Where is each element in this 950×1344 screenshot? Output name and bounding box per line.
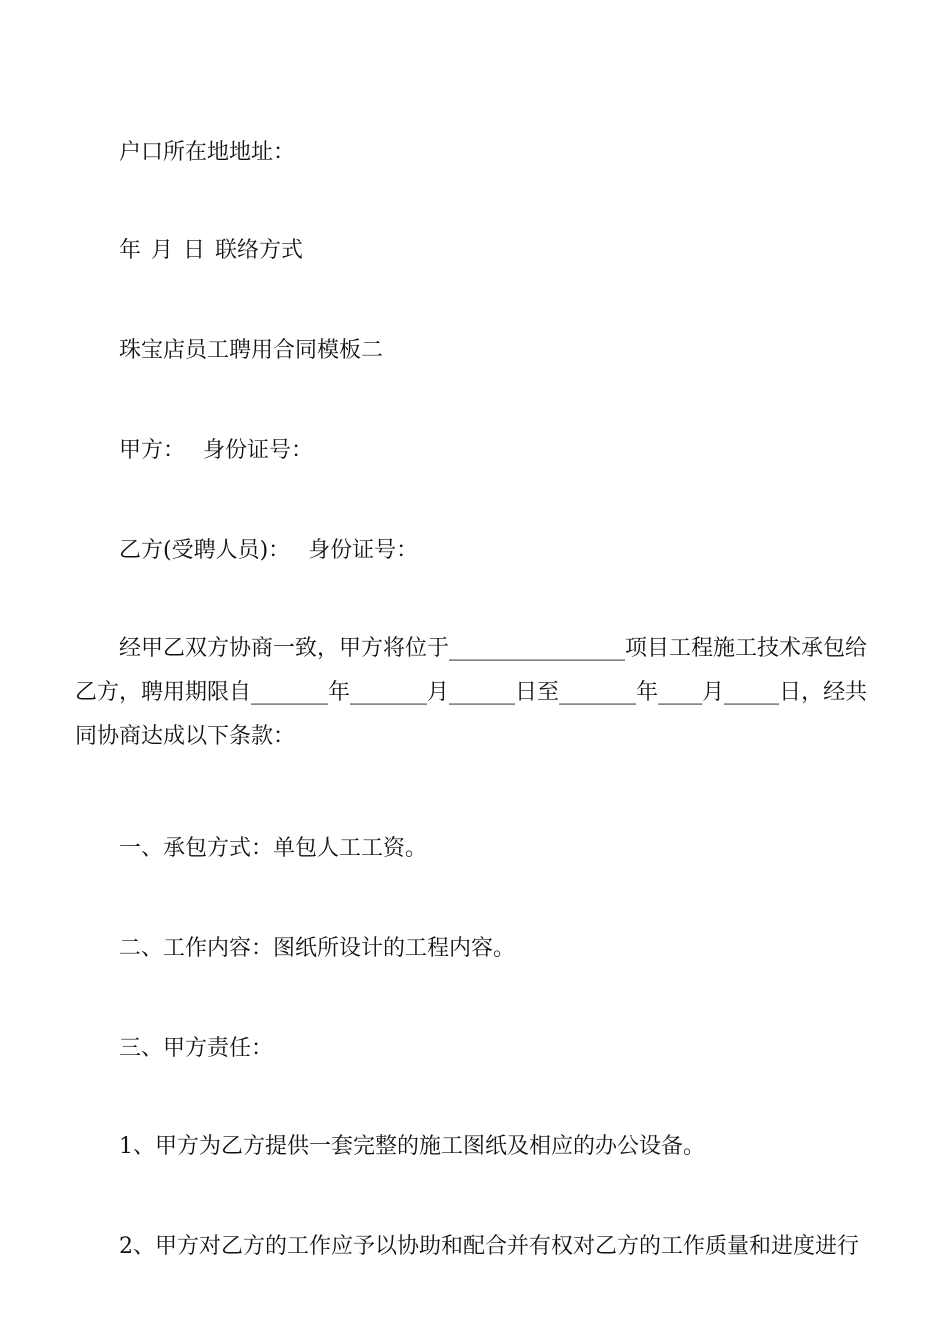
clause-3-item-1 xyxy=(75,1125,880,1169)
party-a-id-label: 身份证号： xyxy=(203,438,314,463)
intro-text-6: 年 xyxy=(636,680,659,705)
clause-3-text: 三、甲方责任： xyxy=(119,1036,274,1061)
intro-text-5: 日至 xyxy=(515,680,560,705)
intro-text-4: 月 xyxy=(427,680,450,705)
hukou-address-line xyxy=(75,131,880,175)
start-day-blank: ______ xyxy=(449,680,516,705)
intro-text-3: 年 xyxy=(328,680,351,705)
hukou-address-label: 户口所在地地址： xyxy=(119,140,296,165)
intro-text-7: 月 xyxy=(702,680,725,705)
party-b-id-label: 身份证号： xyxy=(308,538,419,563)
title-text: 珠宝店员工聘用合同模板二 xyxy=(119,338,384,363)
contact-label: 联络方式 xyxy=(215,238,304,263)
day-label: 日 xyxy=(183,238,206,263)
year-label: 年 xyxy=(119,238,142,263)
clause-3-item-2 xyxy=(75,1225,880,1269)
clause-2 xyxy=(75,927,880,971)
party-a-label: 甲方： xyxy=(119,438,186,463)
intro-text-2: 项目工程施工技术承包给乙方，聘用期限自 xyxy=(75,636,868,705)
intro-paragraph xyxy=(75,627,880,759)
start-month-blank: _______ xyxy=(350,680,428,705)
party-b-line xyxy=(75,529,880,573)
clause-1-text: 一、承包方式：单包人工工资。 xyxy=(119,836,428,861)
start-year-blank: _______ xyxy=(251,680,329,705)
project-location-blank: ________________ xyxy=(449,636,626,661)
clause-3 xyxy=(75,1027,880,1071)
item-2-text: 2、甲方对乙方的工作应予以协助和配合并有权对乙方的工作质量和进度进行 xyxy=(119,1234,859,1259)
end-day-blank: _____ xyxy=(724,680,780,705)
intro-text-1: 经甲乙双方协商一致，甲方将位于 xyxy=(119,636,450,661)
intro-text-8: 日，经共同协商达成以下条款： xyxy=(75,680,868,749)
item-1-text: 1、甲方为乙方提供一套完整的施工图纸及相应的办公设备。 xyxy=(119,1134,705,1159)
clause-2-text: 二、工作内容：图纸所设计的工程内容。 xyxy=(119,936,516,961)
month-label: 月 xyxy=(151,238,174,263)
clause-1 xyxy=(75,827,880,871)
party-b-label: 乙方(受聘人员)： xyxy=(119,538,291,563)
document-title xyxy=(75,329,880,373)
end-year-blank: _______ xyxy=(559,680,637,705)
end-month-blank: ____ xyxy=(658,680,703,705)
party-a-line xyxy=(75,429,880,473)
date-contact-line xyxy=(75,229,880,273)
